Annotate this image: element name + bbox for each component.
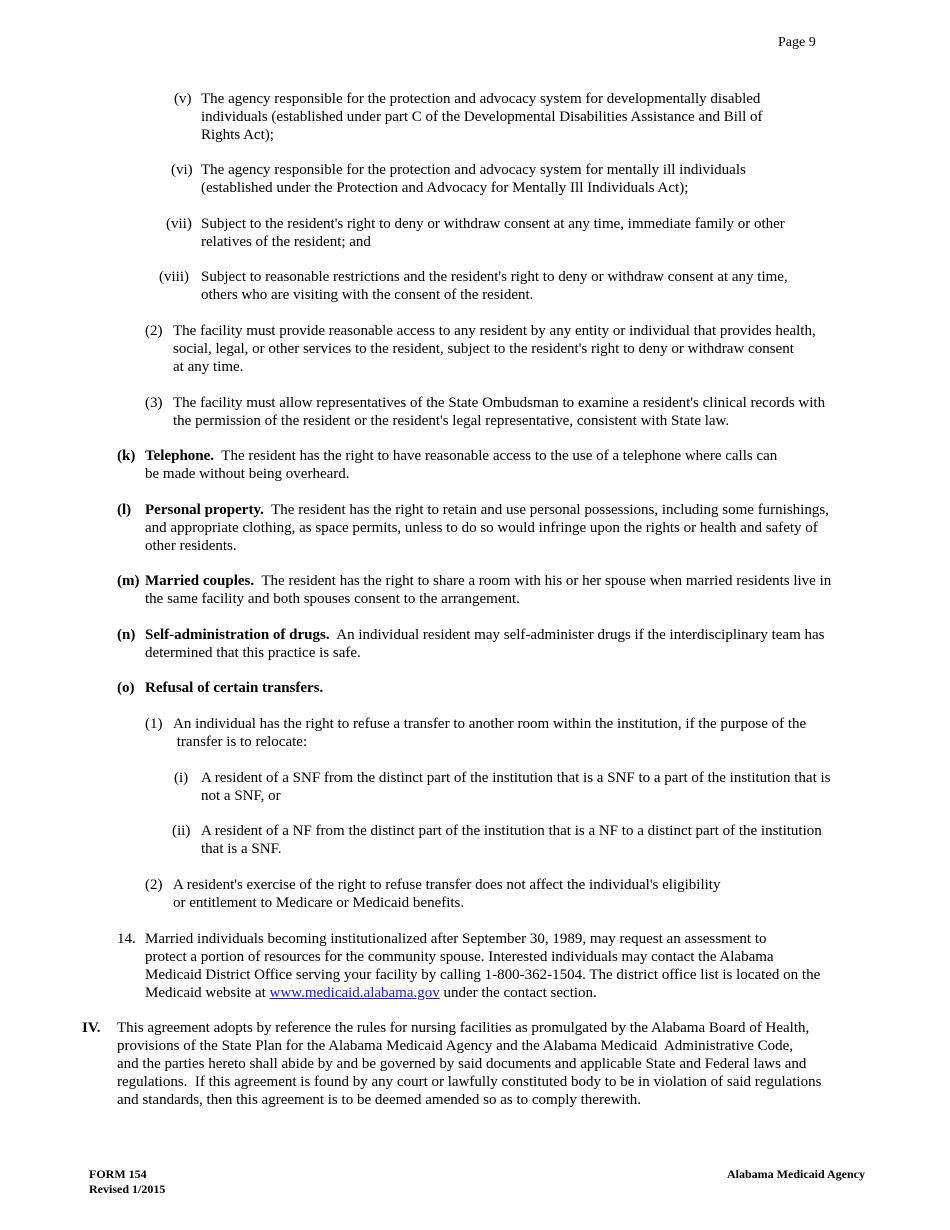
section-line: This agreement adopts by reference the rules for nursing facilities as promulgated by the Alabama Board of Health, bbox=[117, 1020, 810, 1036]
section-label: (n) bbox=[117, 627, 136, 643]
item-label: (vi) bbox=[171, 162, 193, 178]
item-line: that is a SNF. bbox=[201, 841, 282, 857]
section-heading: Self-administration of drugs. bbox=[145, 627, 330, 643]
section-heading: Personal property. bbox=[145, 502, 264, 518]
section-line: and appropriate clothing, as space permits, unless to do so would infringe upon the rights or health and safety of bbox=[145, 520, 818, 536]
section-line: and standards, then this agreement is to be deemed amended so as to comply therewith. bbox=[117, 1092, 642, 1108]
section-heading: Married couples. bbox=[145, 573, 255, 589]
section-heading: Refusal of certain transfers. bbox=[145, 680, 324, 696]
item-text: Medicaid website at bbox=[145, 985, 270, 1001]
item-label: (3) bbox=[145, 395, 163, 411]
section-label: IV. bbox=[82, 1020, 101, 1036]
item-line: others who are visiting with the consent of the resident. bbox=[201, 287, 534, 303]
section-heading: Telephone. bbox=[145, 448, 215, 464]
item-line: The facility must allow representatives of the State Ombudsman to examine a resident's clinical records with bbox=[173, 395, 826, 411]
item-line: Subject to reasonable restrictions and the resident's right to deny or withdraw consent at any time, bbox=[201, 269, 788, 285]
item-line: protect a portion of resources for the community spouse. Interested individuals may contact the Alabama bbox=[145, 949, 774, 965]
item-line: social, legal, or other services to the resident, subject to the resident's right to deny or withdraw consent bbox=[173, 341, 794, 357]
item-label: 14. bbox=[117, 931, 136, 947]
item-line: (established under the Protection and Advocacy for Mentally Ill Individuals Act); bbox=[201, 180, 689, 196]
section-line bbox=[145, 501, 829, 519]
section-text: The resident has the right to share a room with his or her spouse when married residents live in bbox=[254, 573, 832, 589]
item-line: not a SNF, or bbox=[201, 788, 281, 804]
item-label: (2) bbox=[145, 877, 163, 893]
section-label: (k) bbox=[117, 448, 136, 464]
item-label: (1) bbox=[145, 716, 163, 732]
section-line: regulations. If this agreement is found by any court or lawfully constituted body to be in violation of said regulations bbox=[117, 1074, 822, 1090]
item-text: under the contact section. bbox=[439, 985, 597, 1001]
item-label: (2) bbox=[145, 323, 163, 339]
footer-form-number: FORM 154 bbox=[89, 1167, 147, 1181]
item-line: at any time. bbox=[173, 359, 244, 375]
item-line: transfer is to relocate: bbox=[173, 734, 308, 750]
footer-revised-date: Revised 1/2015 bbox=[89, 1182, 166, 1196]
section-label: (o) bbox=[117, 680, 135, 696]
item-line: The agency responsible for the protection and advocacy system for mentally ill individuals bbox=[201, 162, 746, 178]
section-line: the same facility and both spouses consent to the arrangement. bbox=[145, 591, 520, 607]
item-label: (v) bbox=[174, 91, 192, 107]
footer-agency: Alabama Medicaid Agency bbox=[727, 1167, 865, 1181]
section-line: provisions of the State Plan for the Alabama Medicaid Agency and the Alabama Medicaid Administrative Code, bbox=[117, 1038, 794, 1054]
section-label: (m) bbox=[117, 573, 140, 589]
item-line: The agency responsible for the protection and advocacy system for developmentally disabled bbox=[201, 91, 761, 107]
section-line bbox=[145, 447, 777, 465]
item-line: A resident of a SNF from the distinct part of the institution that is a SNF to a part of the institution that is bbox=[201, 770, 831, 786]
section-label: (l) bbox=[117, 502, 132, 518]
item-line: Married individuals becoming institutionalized after September 30, 1989, may request an assessment to bbox=[145, 931, 767, 947]
section-text: An individual resident may self-administer drugs if the interdisciplinary team has bbox=[329, 627, 825, 643]
item-line: the permission of the resident or the resident's legal representative, consistent with State law. bbox=[173, 413, 730, 429]
section-line: determined that this practice is safe. bbox=[145, 645, 361, 661]
section-line: be made without being overheard. bbox=[145, 466, 350, 482]
item-label: (viii) bbox=[159, 269, 189, 285]
item-line: individuals (established under part C of the Developmental Disabilities Assistance and Bill of bbox=[201, 109, 763, 125]
medicaid-website-link[interactable]: www.medicaid.alabama.gov bbox=[269, 985, 440, 1001]
section-line bbox=[145, 572, 831, 590]
section-line: and the parties hereto shall abide by and be governed by said documents and applicable State and Federal laws and bbox=[117, 1056, 807, 1072]
footer-form-info bbox=[89, 1167, 165, 1197]
item-label: (ii) bbox=[172, 823, 191, 839]
item-line: An individual has the right to refuse a transfer to another room within the institution, if the purpose of the bbox=[173, 716, 807, 732]
item-line: The facility must provide reasonable access to any resident by any entity or individual that provides health, bbox=[173, 323, 816, 339]
section-text: The resident has the right to retain and use personal possessions, including some furnishings, bbox=[263, 502, 829, 518]
item-line: A resident's exercise of the right to refuse transfer does not affect the individual's eligibility bbox=[173, 877, 721, 893]
item-line: Rights Act); bbox=[201, 127, 274, 143]
section-text: The resident has the right to have reasonable access to the use of a telephone where calls can bbox=[214, 448, 778, 464]
item-label: (i) bbox=[174, 770, 189, 786]
item-line: Medicaid District Office serving your facility by calling 1-800-362-1504. The district office list is located on the bbox=[145, 967, 821, 983]
section-line bbox=[145, 626, 824, 644]
page-number: Page 9 bbox=[778, 35, 816, 50]
item-line: relatives of the resident; and bbox=[201, 234, 371, 250]
item-line bbox=[145, 984, 597, 1002]
section-line: other residents. bbox=[145, 538, 237, 554]
item-line: or entitlement to Medicare or Medicaid benefits. bbox=[173, 895, 465, 911]
item-line: Subject to the resident's right to deny or withdraw consent at any time, immediate family or other bbox=[201, 216, 785, 232]
item-line: A resident of a NF from the distinct part of the institution that is a NF to a distinct part of the institution bbox=[201, 823, 822, 839]
item-label: (vii) bbox=[166, 216, 192, 232]
